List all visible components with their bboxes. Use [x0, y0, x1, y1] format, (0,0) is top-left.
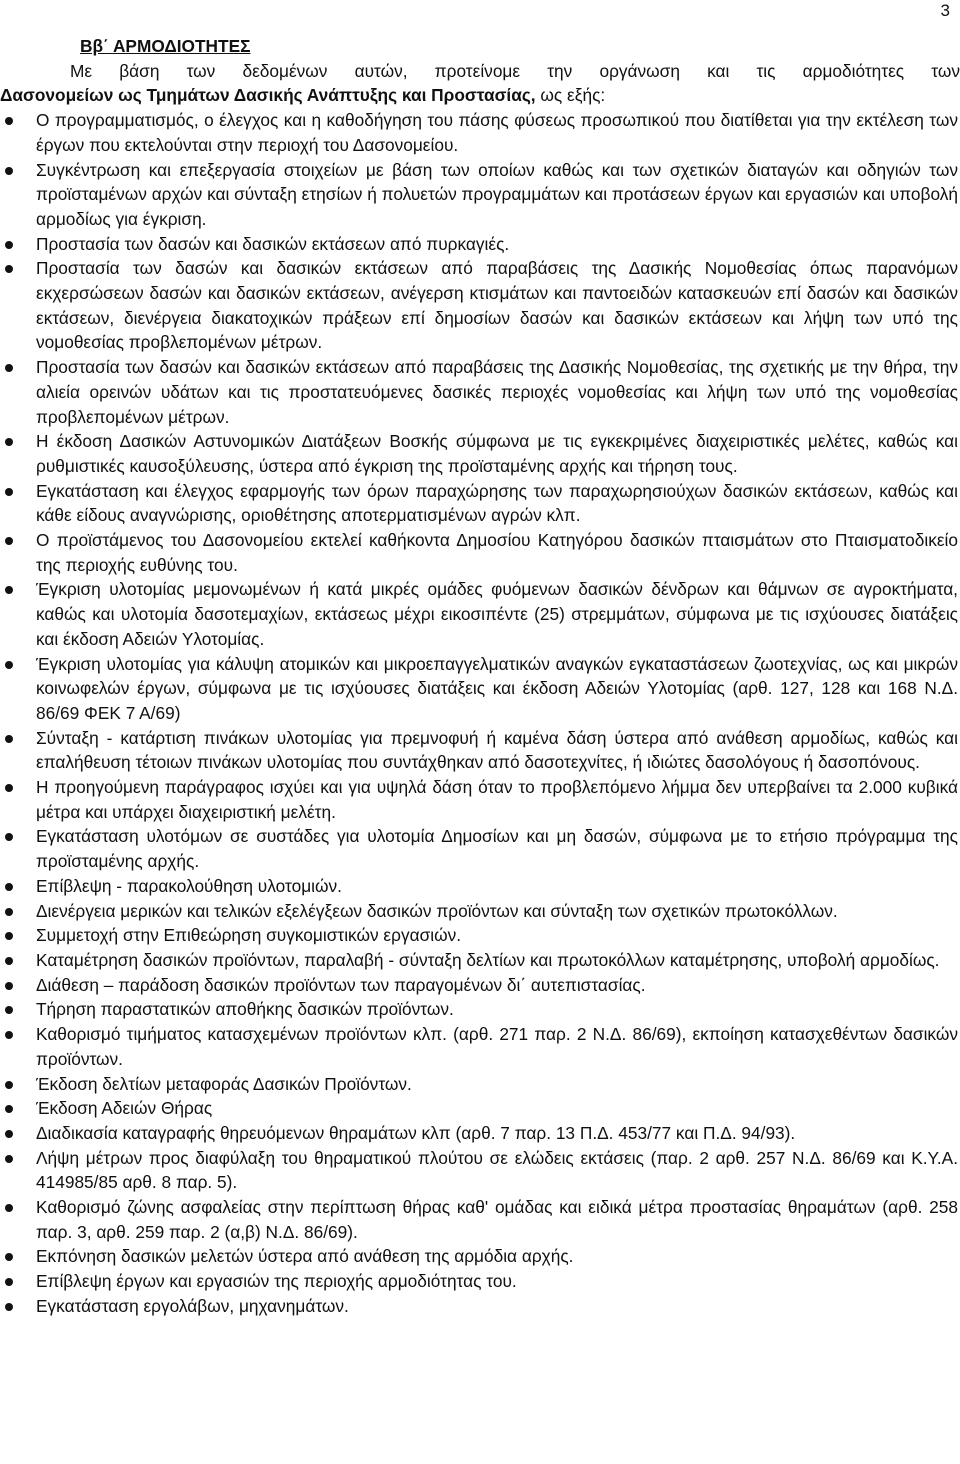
- list-item-text: Καθορισμό τιμήματος κατασχεμένων προϊόντων κλπ. (αρθ. 271 παρ. 2 Ν.Δ. 86/69), εκποίηση κατασχεθέντων δασικών προϊόντων.: [36, 1024, 958, 1069]
- bullet-icon: [5, 537, 13, 545]
- document-body: [0, 34, 960, 1319]
- bullet-icon: [5, 1204, 13, 1212]
- list-item-text: Εκπόνηση δασικών μελετών ύστερα από ανάθεση της αρμόδια αρχής.: [36, 1246, 574, 1267]
- list-item: [0, 429, 960, 478]
- bullet-icon: [5, 1006, 13, 1014]
- bullet-icon: [5, 1155, 13, 1163]
- bullet-icon: [5, 117, 13, 125]
- list-item-text: Έκδοση Αδειών Θήρας: [36, 1098, 213, 1119]
- intro-line-2: [0, 83, 960, 108]
- bullet-icon: [5, 1031, 13, 1039]
- list-item-text: Έγκριση υλοτομίας μεμονωμένων ή κατά μικρές ομάδες φυόμενων δασικών δένδρων και θάμνων σε αγροκτήματα, καθώς και υλοτομία δασοτεμαχίων, εκτάσεως μέχρι εικοσιπέντε (25) στρεμμάτων, σύμφωνα με τις ισχύουσες διατάξεις και έκδοση Αδειών Υλοτομίας.: [36, 579, 958, 649]
- list-item-text: Έγκριση υλοτομίας για κάλυψη ατομικών και μικροεπαγγελματικών αναγκών εγκαταστάσεων ζωοτεχνίας, ως και μικρών κοινωφελών έργων, σύμφωνα με τις ισχύουσες διατάξεις και έκδοση Αδειών Υλοτομίας (αρθ. 127, 128 και 168 Ν.Δ. 86/69 ΦΕΚ 7 Α/69): [36, 653, 958, 723]
- bullet-icon: [5, 1253, 13, 1261]
- list-item-text: Προστασία των δασών και δασικών εκτάσεων από παραβάσεις της Δασικής Νομοθεσίας όπως παρανόμων εκχερσώσεων δασών και δασικών εκτάσεων, ανέγερση κτισμάτων και παντοειδών κατασκευών επί δασών και δασικών εκτάσεων, διενέργεια διακατοχικών πράξεων επί δημοσίων δασών και δασικών εκτάσεων και λήψη των υπό της νομοθεσίας προβλεπομένων μέτρων.: [36, 258, 958, 353]
- bullet-icon: [5, 735, 13, 743]
- duties-list: [0, 108, 960, 1318]
- list-item: [0, 1096, 960, 1121]
- bullet-icon: [5, 982, 13, 990]
- list-item: [0, 256, 960, 355]
- intro-bold-text: Δασονομείων ως Τμημάτων Δασικής Ανάπτυξης και Προστασίας,: [0, 85, 536, 106]
- intro-rest-text: ως εξής:: [535, 85, 606, 106]
- list-item: [0, 874, 960, 899]
- bullet-icon: [5, 167, 13, 175]
- list-item-text: Διάθεση – παράδοση δασικών προϊόντων των παραγομένων δι΄ αυτεπιστασίας.: [36, 974, 646, 995]
- list-item: [0, 923, 960, 948]
- list-item: [0, 1244, 960, 1269]
- list-item-text: Καταμέτρηση δασικών προϊόντων, παραλαβή - σύνταξη δελτίων και πρωτοκόλλων καταμέτρησης, υποβολή αρμοδίως.: [36, 950, 940, 970]
- section-heading: Ββ΄ ΑΡΜΟΔΙΟΤΗΤΕΣ: [80, 36, 251, 56]
- list-item-text: Ο προγραμματισμός, ο έλεγχος και η καθοδήγηση του πάσης φύσεως προσωπικού που διατίθεται για την εκτέλεση των έργων που εκτελούνται στην περιοχή του Δασονομείου.: [36, 110, 958, 155]
- list-item: [0, 479, 960, 528]
- bullet-icon: [5, 1303, 13, 1311]
- list-item: [0, 997, 960, 1022]
- list-item-text: Συγκέντρωση και επεξεργασία στοιχείων με βάση των οποίων καθώς και των σχετικών διαταγών και οδηγιών των προϊσταμένων αρχών και σύνταξη ετησίων ή πολυετών προγραμμάτων και προτάσεων έργων και εργασιών και υποβολή αρμοδίως για έγκριση.: [36, 159, 958, 229]
- list-item: [0, 528, 960, 577]
- list-item: [0, 652, 960, 726]
- list-item-text: Η έκδοση Δασικών Αστυνομικών Διατάξεων Βοσκής σύμφωνα με τις εγκεκριμένες διαχειριστικές μελέτες, καθώς και ρυθμιστικές καυσοξύλευσης, ύστερα από έγκριση της προϊσταμένης αρχής και τήρηση τους.: [36, 431, 958, 476]
- list-item-text: Διενέργεια μερικών και τελικών εξελέγξεων δασικών προϊόντων και σύνταξη των σχετικών πρωτοκόλλων.: [36, 900, 838, 921]
- bullet-icon: [5, 364, 13, 372]
- bullet-icon: [5, 932, 13, 940]
- bullet-icon: [5, 438, 13, 446]
- list-item-text: Καθορισμό ζώνης ασφαλείας στην περίπτωση θήρας καθ' ομάδας και ειδικά μέτρα προστασίας θηραμάτων (αρθ. 258 παρ. 3, αρθ. 259 παρ. 2 (α,β) Ν.Δ. 86/69).: [36, 1197, 958, 1242]
- bullet-icon: [5, 908, 13, 916]
- list-item-text: Επίβλεψη - παρακολούθηση υλοτομιών.: [36, 875, 342, 896]
- bullet-icon: [5, 265, 13, 273]
- list-item: [0, 1195, 960, 1244]
- bullet-icon: [5, 833, 13, 841]
- list-item: [0, 108, 960, 157]
- bullet-icon: [5, 883, 13, 891]
- list-item-text: Επίβλεψη έργων και εργασιών της περιοχής αρμοδιότητας του.: [36, 1271, 517, 1292]
- list-item: [0, 232, 960, 257]
- list-item-text: Λήψη μέτρων προς διαφύλαξη του θηραματικού πλούτου σε ελώδεις εκτάσεις (παρ. 2 αρθ. 257 Ν.Δ. 86/69 και Κ.Υ.Α. 414985/85 αρθ. 8 παρ. 5).: [36, 1147, 958, 1193]
- list-item: [0, 948, 960, 973]
- list-item: [0, 1146, 960, 1195]
- list-item: [0, 775, 960, 824]
- list-item-text: Εγκατάσταση εργολάβων, μηχανημάτων.: [36, 1295, 349, 1316]
- list-item: [0, 355, 960, 429]
- list-item-text: Προστασία των δασών και δασικών εκτάσεων από παραβάσεις της Δασικής Νομοθεσίας, της σχετικής με την θήρα, την αλιεία ορεινών υδάτων και τις προστατευόμενες δασικές περιοχές νομοθεσίας και λήψη των υπό της νομοθεσίας προβλεπομένων μέτρων.: [36, 357, 958, 427]
- list-item: [0, 899, 960, 924]
- list-item-text: Διαδικασία καταγραφής θηρευόμενων θηραμάτων κλπ (αρθ. 7 παρ. 13 Π.Δ. 453/77 και Π.Δ. 94/93).: [36, 1122, 796, 1143]
- bullet-icon: [5, 1105, 13, 1113]
- list-item-text: Τήρηση παραστατικών αποθήκης δασικών προϊόντων.: [36, 999, 454, 1020]
- intro-paragraph: [0, 59, 960, 108]
- list-item-text: Εγκατάσταση υλοτόμων σε συστάδες για υλοτομία Δημοσίων και μη δασών, σύμφωνα με το ετήσιο πρόγραμμα της προϊσταμένης αρχής.: [36, 826, 958, 872]
- list-item-text: Ο προϊστάμενος του Δασονομείου εκτελεί καθήκοντα Δημοσίου Κατηγόρου δασικών πταισμάτων στο Πταισματοδικείο της περιοχής ευθύνης του.: [36, 530, 958, 575]
- page-number: 3: [940, 1, 950, 20]
- list-item: [0, 824, 960, 873]
- list-item: [0, 158, 960, 232]
- list-item: [0, 1294, 960, 1319]
- list-item-text: Σύνταξη - κατάρτιση πινάκων υλοτομίας για πρεμνοφυή ή καμένα δάση ύστερα από ανάθεση αρμοδίως, καθώς και επαλήθευση τέτοιων πινάκων υλοτομίας που συντάχθηκαν από δασοτεχνίτες, ή ιδιώτες δασολόγους ή δασοπόνους.: [36, 727, 958, 773]
- list-item-text: Συμμετοχή στην Επιθεώρηση συγκομιστικών εργασιών.: [36, 925, 462, 946]
- list-item: [0, 1121, 960, 1146]
- list-item: [0, 577, 960, 651]
- list-item-text: Προστασία των δασών και δασικών εκτάσεων από πυρκαγιές.: [36, 233, 510, 254]
- list-item: [0, 1022, 960, 1071]
- list-item-text: Η προηγούμενη παράγραφος ισχύει και για υψηλά δάση όταν το προβλεπόμενο λήμμα δεν υπερβαίνει τα 2.000 κυβικά μέτρα και υπάρχει διαχειριστική μελέτη.: [36, 777, 958, 822]
- list-item: [0, 1269, 960, 1294]
- intro-line-1: Με βάση των δεδομένων αυτών, προτείνομε την οργάνωση και τις αρμοδιότητες των: [70, 60, 960, 81]
- bullet-icon: [5, 241, 13, 249]
- bullet-icon: [5, 586, 13, 594]
- bullet-icon: [5, 784, 13, 792]
- bullet-icon: [5, 1081, 13, 1089]
- bullet-icon: [5, 1130, 13, 1138]
- list-item-text: Έκδοση δελτίων μεταφοράς Δασικών Προϊόντων.: [36, 1073, 412, 1094]
- list-item-text: Εγκατάσταση και έλεγχος εφαρμογής των όρων παραχώρησης των παραχωρησιούχων δασικών εκτάσεων, καθώς και κάθε είδους αναγνώρισης, οριοθέτησης αποτερματισμένων αγρών κλπ.: [36, 480, 958, 526]
- bullet-icon: [5, 661, 13, 669]
- list-item: [0, 1072, 960, 1097]
- bullet-icon: [5, 488, 13, 496]
- bullet-icon: [5, 957, 13, 965]
- bullet-icon: [5, 1278, 13, 1286]
- list-item: [0, 726, 960, 775]
- list-item: [0, 973, 960, 998]
